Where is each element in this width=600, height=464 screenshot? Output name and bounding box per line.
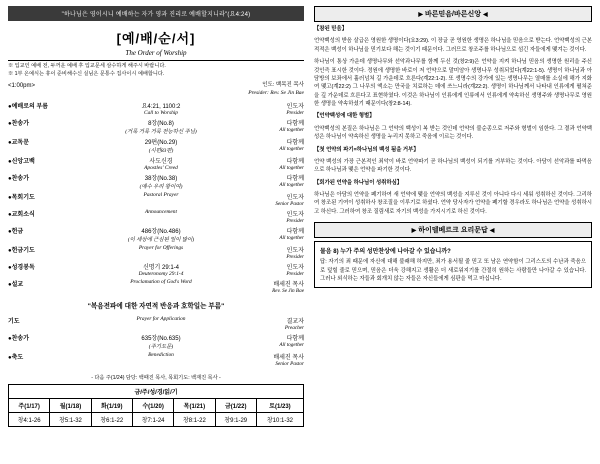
schedule-reading: 창7:1-24: [132, 413, 173, 427]
order-item-english: Proclamation of God's Word: [130, 279, 192, 286]
order-item-reference: 635장(No.635): [141, 336, 181, 343]
faith-paragraph-5: 하나님은 아담의 언약을 폐기하여 새 언약에 맺을 언약의 백성을 지루신 것이 아니다 다시 세워 성취하신 것이다. 그리하여 창조된 기여이 성취하사 창조질을 이루기로 하셨다. 언약 당사자가 언약을 폐기할 경우라도 하나님은 언약을 성취하시고 하신다. 그러하여 창조 질림새로 자기의 백성을 가지시기로 하신 것이다.: [314, 192, 592, 215]
order-item-leader: [252, 315, 304, 332]
faith-paragraph-3: 언약백성의 본질은 하나님은 그 언약의 백성이 복 받는 것인데 언약의 불순종으로 저주와 형벌이 임한다. 그 결과 언약백성은 하나님이 약속하신 생명을 누리지 못하고 죽음에 이르는 것이다.: [314, 125, 592, 141]
section-header-faith-label: 바른믿음/바른신앙: [424, 11, 482, 18]
order-item-leader-ko: 다함께: [286, 121, 304, 128]
order-item-leader-en: All together: [279, 342, 304, 349]
order-item-leader-en: Rev. Se Jin Bae: [272, 288, 304, 295]
schedule-day: 금(1/22): [215, 399, 256, 413]
table-row: [8, 191, 304, 208]
table-row: [8, 278, 304, 295]
order-item-leader: [252, 261, 304, 278]
faith-paragraph-1: 언약백성의 받음 살급은 영원한 생명이다(요3:29). 이 장글 곧 영원한 생명은 하나님을 믿음으로 받는다. 언약백성의 근본적적은 백성이 하나님을 믿기보다 해는 것이기 때문이다. 그러므로 창조주를 하나님으로 섬긴 자들에게 맺겨는 것이다.: [314, 38, 592, 53]
order-item-leader-ko: 다함께: [286, 176, 304, 183]
order-item-reference: 8장(No.8): [148, 121, 174, 128]
table-row: [8, 136, 304, 155]
order-item-leader: [252, 351, 304, 368]
order-item-leader-en: All together: [279, 165, 304, 172]
order-item-english: Call to Worship: [144, 110, 178, 117]
order-item-leader-en: Presider: [286, 254, 304, 261]
order-item-english: Prayer for Application: [136, 316, 186, 323]
order-item-name: ●성경봉독: [8, 265, 35, 272]
table-row: [8, 117, 304, 136]
order-item-leader-ko: 배세진 목사: [273, 282, 304, 289]
page-title-english: The Order of Worship: [125, 49, 187, 57]
triangle-left-icon-2: ▶: [411, 228, 417, 235]
schedule-reading: 창5:1-32: [50, 413, 91, 427]
schedule-reading: 창9:1-29: [215, 413, 256, 427]
order-item-leader-en: All together: [279, 146, 304, 153]
order-item-detail: [70, 351, 252, 368]
worship-notes: [8, 63, 304, 79]
order-item-subtitle: (예수 우리 왕이여): [139, 184, 183, 191]
section-header-catechism: [314, 222, 592, 238]
schedule-reading: 창8:1-22: [174, 413, 215, 427]
order-item-leader-ko: 인도자: [286, 265, 304, 272]
order-item-name: ●찬송가: [8, 176, 30, 183]
order-item-leader-en: Presider: [286, 110, 304, 117]
order-item-subtitle: (시편83편): [148, 148, 174, 155]
order-item-name: ●헌금: [8, 229, 24, 236]
schedule-day: 토(1/23): [256, 399, 303, 413]
order-item-name: ●축도: [8, 355, 24, 362]
table-row: [8, 315, 304, 332]
order-item-subtitle: Deuteronomy 29:1-4: [138, 271, 184, 278]
order-item-leader: [252, 117, 304, 136]
order-item-english: Announcement: [144, 209, 178, 216]
order-item-detail: [70, 136, 252, 155]
order-item-detail: [70, 191, 252, 208]
scripture-banner: "하나님은 영이시니 예배하는 자가 영과 진리로 예배할지니라"(요4:24): [8, 6, 304, 21]
order-item-detail: [70, 225, 252, 244]
order-item-leader-ko: 배세진 목사: [273, 355, 304, 362]
sermon-title: "복음전파에 대한 자연적 반응과 호학일는 부름": [87, 303, 225, 311]
order-item-subtitle: (이 세상에 근심된 일이 많이): [127, 237, 195, 244]
order-item-leader-en: All together: [279, 182, 304, 189]
order-item-detail: [70, 117, 252, 136]
order-item-leader: [252, 155, 304, 172]
order-item-reference: 요4:21, 1100:2: [141, 104, 181, 111]
table-row: [8, 208, 304, 225]
order-item-detail: [70, 278, 252, 295]
table-row: [8, 332, 304, 351]
schedule-reading: 창6:1-22: [91, 413, 132, 427]
table-row: [8, 244, 304, 261]
faith-article-body: [314, 25, 592, 216]
order-item-leader-en: Presider: [286, 218, 304, 225]
schedule-day: 수(1/20): [132, 399, 173, 413]
order-item-name: ●찬송가: [8, 336, 30, 343]
catechism-question: 물음 8) 누가 주의 성만찬상에 나아갈 수 있습니까?: [320, 249, 451, 256]
order-item-leader-ko: 인도자: [286, 212, 304, 219]
order-item-leader: [252, 208, 304, 225]
order-item-reference: 사도신경: [149, 159, 173, 166]
order-item-reference: 38장(No.38): [144, 176, 178, 183]
table-row: [9, 385, 304, 399]
table-row: [8, 100, 304, 117]
page-title: [예/배/순/서]: [116, 31, 196, 46]
order-item-leader-ko: 결교자: [286, 319, 304, 326]
section-header-catechism-label: 하이델베르크 요리문답: [418, 227, 488, 235]
faith-paragraph-4: 언약 백성의 가장 근본적인 죄악이 바로 언약파기 곧 하나님의 백성이 되기를 거부하는 것이다. 아담이 선악과를 따먹음으로 하나님과 맺은 언약을 파기한 것이다.: [314, 158, 592, 174]
schedule-reading: 창4:1-26: [9, 413, 50, 427]
order-item-subtitle: (주기도문): [148, 344, 174, 351]
order-item-leader-ko: 다함께: [286, 229, 304, 236]
order-item-leader-en: Presider: [286, 271, 304, 278]
order-item-reference: 486장(No.486): [141, 229, 181, 236]
order-item-leader-ko: 다함께: [286, 159, 304, 166]
order-item-leader: [252, 278, 304, 295]
order-item-detail: [70, 332, 252, 351]
order-of-worship-table: [8, 100, 304, 295]
schedule-header: 금/주/성/경/읽/기: [9, 385, 304, 399]
faith-subheading-1: 【참된 믿음】: [314, 26, 348, 32]
order-item-name: 기도: [8, 319, 20, 326]
order-item-name: ●예배로의 부름: [8, 104, 49, 111]
order-item-leader-ko: 인도자: [286, 248, 304, 255]
order-item-reference: 신명기 29:1-4: [142, 265, 180, 272]
order-item-leader-ko: 인도자: [286, 104, 304, 111]
order-item-detail: [70, 155, 252, 172]
faith-subheading-2: 【언약백성에 대한 형벌】: [314, 113, 375, 120]
order-item-leader: [252, 136, 304, 155]
catechism-answer: 답: 자기의 죄 때문에 자신에 대해 불쾌해 하지만, 죄가 용서될 줄 믿고 또 남은 연약함이 그리스도의 수난과 죽음으로 덮힐 줄로 믿으며, 믿음은 더욱 강해지고 생활은 더 새로워지기를 간절히 원하는 사람들만 나아갈 수 있습니다. 그러나 외식하는 자들과 회개치 않는 자들은 자신들에게 심판을 먹고 마십니다.: [320, 259, 586, 282]
right-column: [314, 6, 592, 427]
triangle-right-icon: ◀: [482, 12, 488, 18]
faith-paragraph-2: 하나님이 통상 가운데 생명나무와 선악과나무를 함께 두신 것(창2:9)은 언약을 지켜 하나님 믿음의 생명한 원리을 주신 것인즉 표시한 것이다. 정원에 생명한 바로이 저 언약으로 말미암아 생명나무 성취되었다(계22:1-5). 생명이 하나님과 아담방의 보좌에서 흘러넘쳐 길 가운데로 흐른다(계22:1-2). 또 생명수의 강가에 있는 생명나무는 열매를 소실에 해가 지화여 맺고(계22:2) 그 나무의 액소는 만국을 치료하는 데에 쓰느니라(계22:2). 생명이 하나님께서 나타내 인류에게 펼쳐준을 깊 가운데로 흐른다고 표현하였다. 이것은 하나님이 인류에게 인류에서 인류에게 약속하신 생명주와 생명나무로 영원한 생명을 약속하셨기 때문이다(창2:8-14).: [314, 59, 592, 107]
order-item-name: ●찬송가: [8, 121, 30, 128]
order-item-leader: [252, 100, 304, 117]
order-item-leader-en: All together: [279, 127, 304, 134]
bible-reading-schedule: [8, 384, 304, 427]
table-row: [8, 351, 304, 368]
section-header-faith: [314, 6, 592, 22]
order-item-detail: [70, 315, 252, 332]
order-item-leader-en: Senior Pastor: [275, 361, 304, 368]
order-of-worship-table-2: [8, 315, 304, 368]
order-item-detail: [70, 208, 252, 225]
worship-note-1: ※ 입교인 예배 전, 두꺼운 예배 후 입교문세 삼수하게 해주시 바랍니다.: [8, 63, 166, 69]
order-item-name: ●교독문: [8, 140, 30, 147]
service-time: <1:00pm>: [8, 82, 36, 89]
worship-note-2: ※ 1부 온예식는 휴이 준비해수신 실님은 문통수 집사이시 예배합니다.: [8, 70, 165, 77]
order-item-leader-en: Preacher: [284, 325, 304, 332]
table-row: [8, 172, 304, 191]
presider-label-english: Presider: Rev. Se Jin Bae: [248, 89, 304, 96]
order-item-subtitle: (거룩 거룩 거룩 전능하신 주님): [125, 129, 197, 136]
order-item-name: ●목회기도: [8, 195, 35, 202]
faith-subheading-3: 【첫 언약의 파기=하나님의 백성 됨을 거부】: [314, 146, 419, 153]
triangle-right-icon-2: ◀: [489, 228, 495, 235]
order-item-leader: [252, 244, 304, 261]
catechism-question-box: [314, 241, 592, 288]
order-item-leader-ko: 인도자: [286, 195, 304, 202]
table-row: [9, 413, 304, 427]
order-item-name: ●헌금기도: [8, 248, 35, 255]
table-row: [9, 399, 304, 413]
order-item-leader: [252, 332, 304, 351]
order-item-leader: [252, 172, 304, 191]
order-item-detail: [70, 261, 252, 278]
order-item-leader-en: All together: [279, 235, 304, 242]
table-row: [8, 225, 304, 244]
table-row: [8, 261, 304, 278]
schedule-day: 월(1/18): [50, 399, 91, 413]
triangle-left-icon: ▶: [418, 12, 424, 18]
order-item-reference: 29편(No.29): [144, 140, 178, 147]
order-item-leader-en: Senior Pastor: [275, 201, 304, 208]
order-item-leader-ko: 다함께: [286, 336, 304, 343]
left-column: [8, 6, 304, 427]
order-item-subtitle: Apostles' Creed: [144, 165, 178, 172]
order-item-english: Benediction: [148, 352, 174, 359]
schedule-day: 목(1/21): [174, 399, 215, 413]
title-divider: [8, 60, 304, 61]
presider-block: [8, 81, 304, 98]
schedule-day: 주(1/17): [9, 399, 50, 413]
order-item-english: Prayer for Offerings: [138, 245, 184, 252]
order-item-leader: [252, 191, 304, 208]
table-row: [8, 155, 304, 172]
schedule-day: 화(1/19): [91, 399, 132, 413]
title-block: [8, 28, 304, 57]
next-week-note: - 다음 주(1/24) 담당: 백때진 목사, 목회기도: 백재진 목사 -: [91, 375, 221, 382]
schedule-reading: 창10:1-32: [256, 413, 303, 427]
presider-label: 인도: 백목진 목사: [262, 81, 304, 88]
order-item-detail: [70, 172, 252, 191]
order-item-leader: [252, 225, 304, 244]
order-item-detail: [70, 244, 252, 261]
order-item-detail: [70, 100, 252, 117]
order-item-english: Pastoral Prayer: [143, 192, 179, 199]
faith-subheading-4: 【회가된 언약을 하나님이 성취하심】: [314, 179, 403, 186]
two-column-layout: [8, 6, 592, 427]
order-item-name: ●교회소식: [8, 212, 35, 219]
order-item-leader-ko: 다함께: [286, 140, 304, 147]
order-item-name: ●신앙고백: [8, 159, 35, 166]
order-item-name: ●설교: [8, 282, 24, 289]
